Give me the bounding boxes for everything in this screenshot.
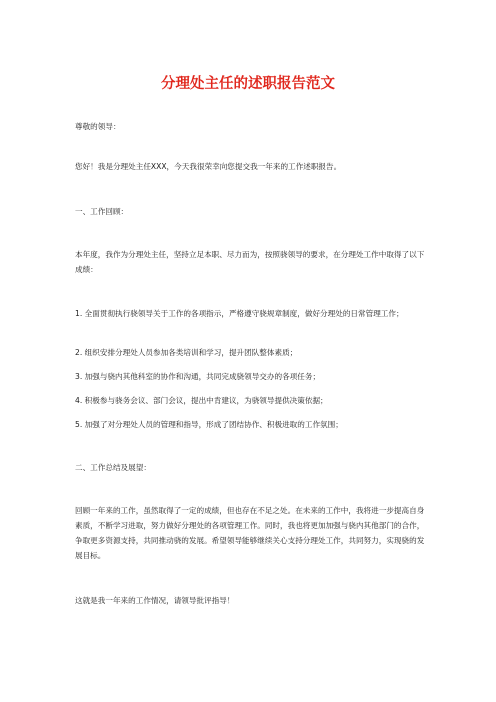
list-item: 2. 组织安排分理处人员参加各类培训和学习，提升团队整体素质； — [75, 348, 298, 357]
section2-heading: 二、工作总结及展望： — [75, 463, 151, 472]
closing-paragraph: 这就是我一年来的工作情况，请领导批评指导！ — [75, 596, 235, 605]
salutation: 尊敬的领导： — [75, 122, 121, 131]
section1-intro-paragraph: 本年度，我作为分理处主任，坚持立足本职、尽力而为，按照骁领导的要求，在分理处工作中取得了以下成绩： — [75, 250, 425, 274]
section1-heading: 一、工作回顾： — [75, 207, 129, 216]
list-item: 3. 加强与骁内其他科室的协作和沟通，共同完成骁领导交办的各项任务； — [75, 372, 321, 381]
intro-paragraph: 您好！我是分理处主任XXX，今天我很荣幸向您提交我一年来的工作述职报告。 — [75, 162, 342, 171]
list-item: 5. 加强了对分理处人员的管理和指导，形成了团结协作、积极进取的工作氛围； — [75, 420, 343, 429]
document-title: 分理处主任的述职报告范文 — [161, 76, 335, 92]
list-item: 4. 积极参与骁务会议、部门会议，提出中肯建议，为骁领导提供决策依据； — [75, 396, 328, 405]
section2-paragraph: 回顾一年来的工作，虽然取得了一定的成绩，但也存在不足之处。在未来的工作中，我将进一步提高自身素质，不断学习进取，努力做好分理处的各项管理工作。同时，我也将更加加强与骁内其他部门的合作，争取更多资源支持，共同推动骁的发展。希望领导能够继续关心支持分理处工作，共同努力，实现骁的发展目标。 — [75, 506, 425, 560]
list-item: 1. 全面贯彻执行骁领导关于工作的各项指示，严格遵守骁规章制度，做好分理处的日常管理工作； — [75, 309, 404, 318]
